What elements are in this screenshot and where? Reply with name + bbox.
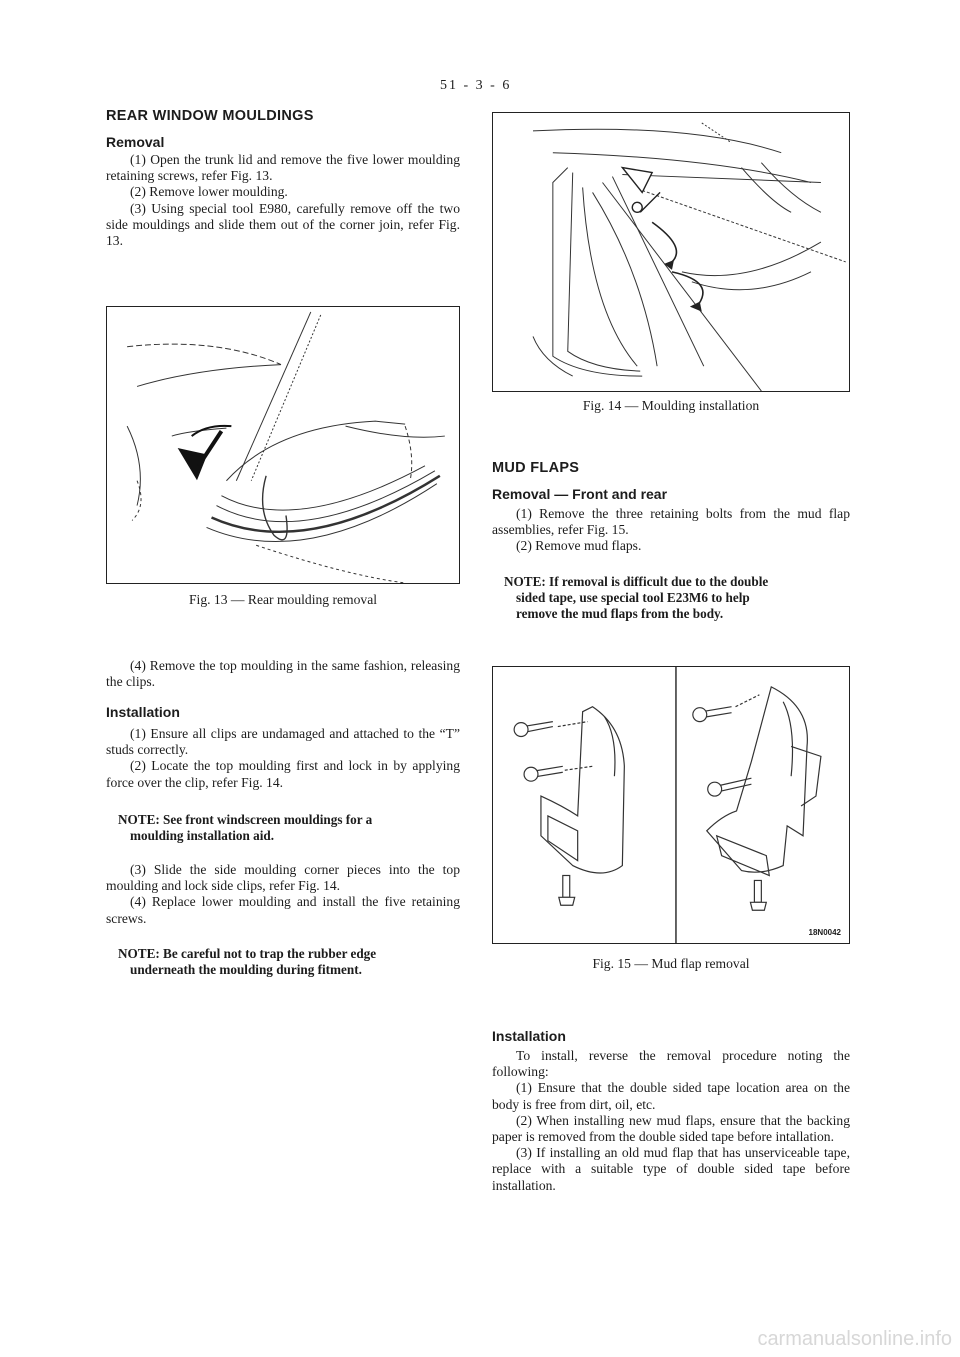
note-windscreen-line-1: NOTE: See front windscreen mouldings for a — [118, 812, 373, 827]
removal-step-2: (2) Remove lower moulding. — [130, 184, 288, 200]
note-rubber-edge — [106, 946, 460, 978]
removal-step-1: (1) Open the trunk lid and remove the five lower moulding retaining screws, refer Fig. 13. — [106, 152, 460, 184]
installation-step-4: (4) Replace lower moulding and install the five retaining screws. — [106, 894, 460, 926]
figure-13-caption: Fig. 13 — Rear moulding removal — [188, 592, 378, 607]
note-windscreen-line-2: moulding installation aid. — [130, 828, 275, 843]
installation-step-1: (1) Ensure all clips are undamaged and attached to the “T” studs correctly. — [106, 726, 460, 758]
mud-flap-illustration — [493, 667, 849, 943]
footer-watermark: carmanualsonline.info — [757, 1328, 952, 1350]
page-number: 51 - 3 - 6 — [440, 78, 512, 93]
installation-heading: Installation — [106, 704, 180, 720]
note-windscreen — [106, 812, 460, 844]
note-mud-flaps-line-3: remove the mud flaps from the body. — [516, 606, 724, 621]
removal-steps — [106, 152, 460, 249]
figure-15-caption: Fig. 15 — Mud flap removal — [592, 956, 750, 971]
moulding-installation-illustration — [493, 113, 849, 391]
installation-step-3: (3) Slide the side moulding corner pieces into the top moulding and lock side clips, refer Fig. 14. — [106, 862, 460, 894]
step-4 — [106, 658, 460, 690]
section-title-mud-flaps: MUD FLAPS — [492, 460, 580, 476]
rear-moulding-illustration — [107, 307, 459, 583]
note-rubber-edge-line-1: NOTE: Be careful not to trap the rubber edge — [118, 946, 377, 961]
mud-flaps-removal-heading: Removal — Front and rear — [492, 486, 668, 502]
figure-14-caption: Fig. 14 — Moulding installation — [582, 398, 760, 413]
removal-step-3: (3) Using special tool E980, carefully remove off the two side mouldings and slide them out of the corner join, refer Fig. 13. — [106, 200, 460, 249]
mud-flaps-removal-step-2: (2) Remove mud flaps. — [516, 538, 642, 554]
mud-flaps-installation-steps — [492, 1048, 850, 1194]
figure-13-rear-moulding-removal — [106, 306, 460, 584]
mud-flaps-removal-steps — [492, 506, 850, 555]
installation-steps-2 — [106, 862, 460, 927]
note-rubber-edge-line-2: underneath the moulding during fitment. — [130, 962, 362, 977]
installation-step-2: (2) Locate the top moulding first and lock in by applying force over the clip, refer Fig. 14. — [106, 758, 460, 790]
removal-heading: Removal — [106, 134, 165, 150]
figure-14-moulding-installation — [492, 112, 850, 392]
mud-flaps-installation-step-3: (3) If installing an old mud flap that has unserviceable tape, replace with a suitable type of double sided tape before installation. — [492, 1145, 850, 1193]
note-mud-flaps-line-1: NOTE: If removal is difficult due to the double — [504, 574, 769, 589]
note-mud-flaps-line-2: sided tape, use special tool E23M6 to help — [516, 590, 750, 605]
mud-flaps-installation-step-1: (1) Ensure that the double sided tape location area on the body is free from dirt, oil, etc. — [492, 1080, 850, 1112]
mud-flaps-removal-step-1: (1) Remove the three retaining bolts from the mud flap assemblies, refer Fig. 15. — [492, 506, 850, 538]
figure-15-mud-flap-removal — [492, 666, 850, 944]
removal-step-4: (4) Remove the top moulding in the same fashion, releasing the clips. — [106, 658, 460, 690]
mud-flaps-installation-intro: To install, reverse the removal procedure noting the following: — [492, 1048, 850, 1080]
note-mud-flaps — [492, 574, 850, 622]
section-title-rear-window-mouldings: REAR WINDOW MOULDINGS — [106, 108, 314, 124]
mud-flaps-installation-heading: Installation — [492, 1028, 566, 1044]
installation-steps — [106, 726, 460, 791]
mud-flaps-installation-step-2: (2) When installing new mud flaps, ensure that the backing paper is removed from the double sided tape before intallation. — [492, 1112, 850, 1145]
figure-15-code: 18N0042 — [808, 928, 841, 937]
